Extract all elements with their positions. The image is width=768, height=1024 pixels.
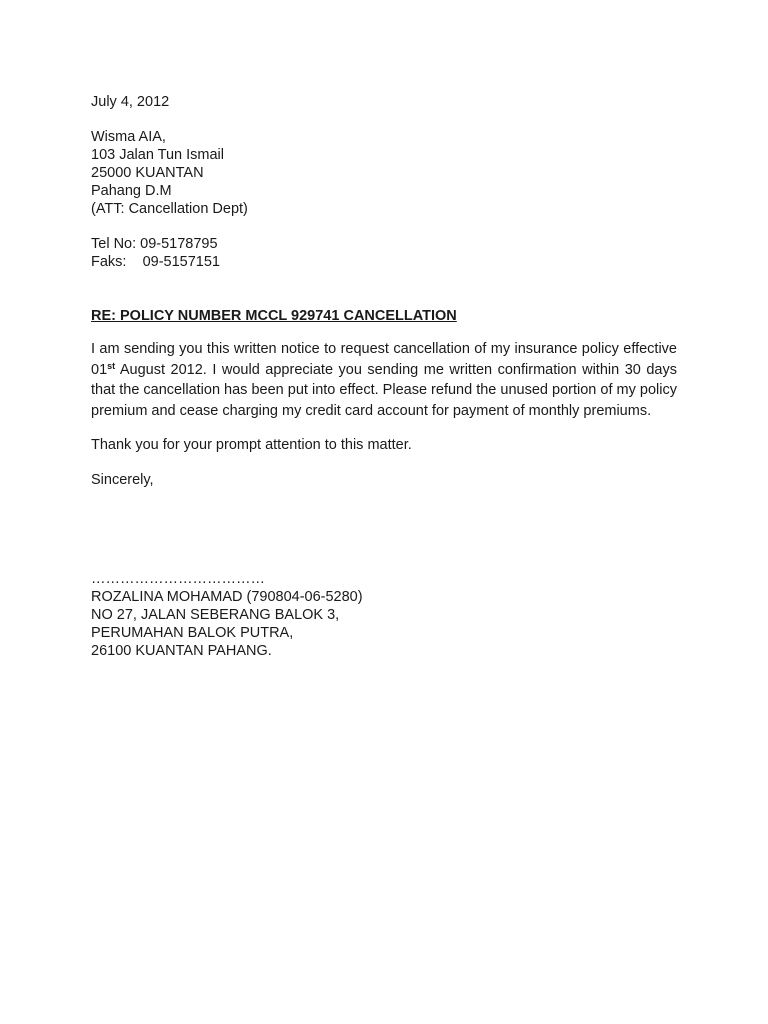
recipient-name: Wisma AIA, bbox=[91, 129, 166, 145]
recipient-street: 103 Jalan Tun Ismail bbox=[91, 147, 224, 163]
letter-body bbox=[91, 93, 677, 660]
closing-salutation: Sincerely, bbox=[91, 472, 154, 489]
recipient-address bbox=[91, 128, 677, 218]
letter-date: July 4, 2012 bbox=[91, 94, 170, 110]
recipient-tel: Tel No: 09-5178795 bbox=[91, 236, 218, 252]
recipient-fax: Faks: 09-5157151 bbox=[91, 254, 220, 270]
signature-space bbox=[91, 489, 677, 570]
paragraph-text-start: I am sending you this written notice to request cancellation of my insurance policy effective 01 bbox=[91, 341, 677, 378]
recipient-contact bbox=[91, 235, 677, 271]
sender-address-line3: 26100 KUANTAN PAHANG. bbox=[91, 643, 272, 660]
letter-subject: RE: POLICY NUMBER MCCL 929741 CANCELLATION bbox=[91, 308, 457, 324]
paragraph-text-end: August 2012. I would appreciate you sending me written confirmation within 30 days that the cancellation has been put into effect. Please refund the unused portion of my policy premium and cease charging my credit card account for payment of monthly premiums. bbox=[91, 361, 677, 419]
sender-address-line1: NO 27, JALAN SEBERANG BALOK 3, bbox=[91, 607, 340, 624]
body-paragraph-request bbox=[91, 339, 677, 421]
sender-name: ROZALINA MOHAMAD (790804-06-5280) bbox=[91, 589, 363, 606]
ordinal-suffix: st bbox=[107, 360, 116, 371]
recipient-state: Pahang D.M bbox=[91, 183, 172, 199]
sender-block bbox=[91, 588, 677, 660]
signature-line: ……………………………… bbox=[91, 571, 265, 588]
recipient-city: 25000 KUANTAN bbox=[91, 165, 204, 181]
sender-address-line2: PERUMAHAN BALOK PUTRA, bbox=[91, 625, 294, 642]
body-paragraph-thanks: Thank you for your prompt attention to this matter. bbox=[91, 437, 412, 454]
recipient-attention: (ATT: Cancellation Dept) bbox=[91, 201, 248, 217]
